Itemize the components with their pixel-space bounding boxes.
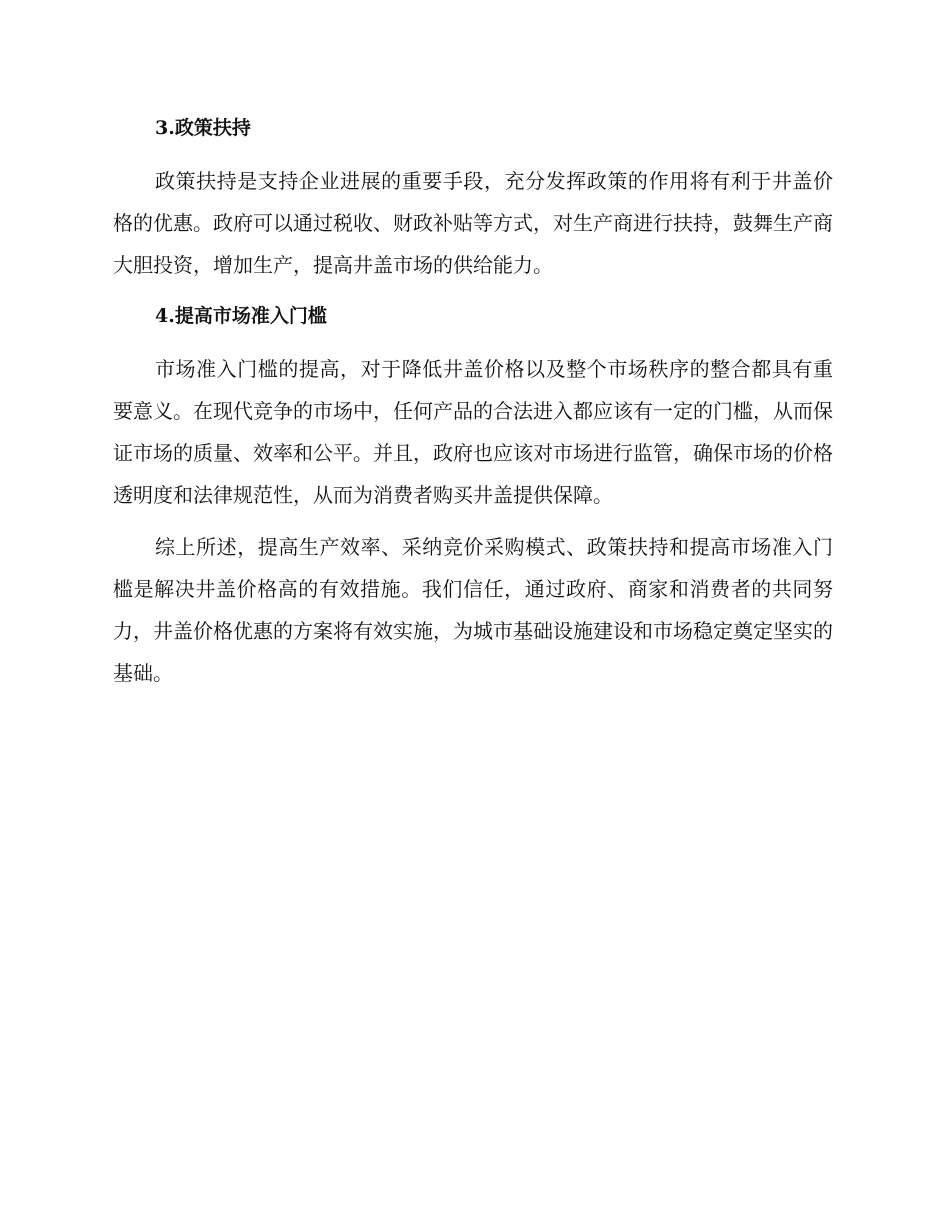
section-heading-policy-support: 3.政策扶持 (155, 117, 251, 139)
spacer (113, 286, 833, 296)
spacer (113, 148, 833, 160)
document-body (113, 108, 833, 694)
section-paragraph-market-access: 市场准入门槛的提高，对于降低井盖价格以及整个市场秩序的整合都具有重要意义。在现代竞争的市场中，任何产品的合法进入都应该有一定的门槛，从而保证市场的质量、效率和公平。并且，政府也应该对市场进行监管，确保市场的价格透明度和法律规范性，从而为消费者购买井盖提供保障。 (113, 357, 833, 507)
spacer (113, 516, 833, 526)
conclusion-paragraph: 综上所述，提高生产效率、采纳竞价采购模式、政策扶持和提高市场准入门槛是解决井盖价格高的有效措施。我们信任，通过政府、商家和消费者的共同努力，井盖价格优惠的方案将有效实施，为城市基础设施建设和市场稳定奠定坚实的基础。 (113, 535, 833, 685)
spacer (113, 336, 833, 348)
section-paragraph-policy-support: 政策扶持是支持企业进展的重要手段，充分发挥政策的作用将有利于井盖价格的优惠。政府可以通过税收、财政补贴等方式，对生产商进行扶持，鼓舞生产商大胆投资，增加生产，提高井盖市场的供给能力。 (113, 169, 833, 277)
section-heading-market-access: 4.提高市场准入门槛 (155, 305, 327, 327)
